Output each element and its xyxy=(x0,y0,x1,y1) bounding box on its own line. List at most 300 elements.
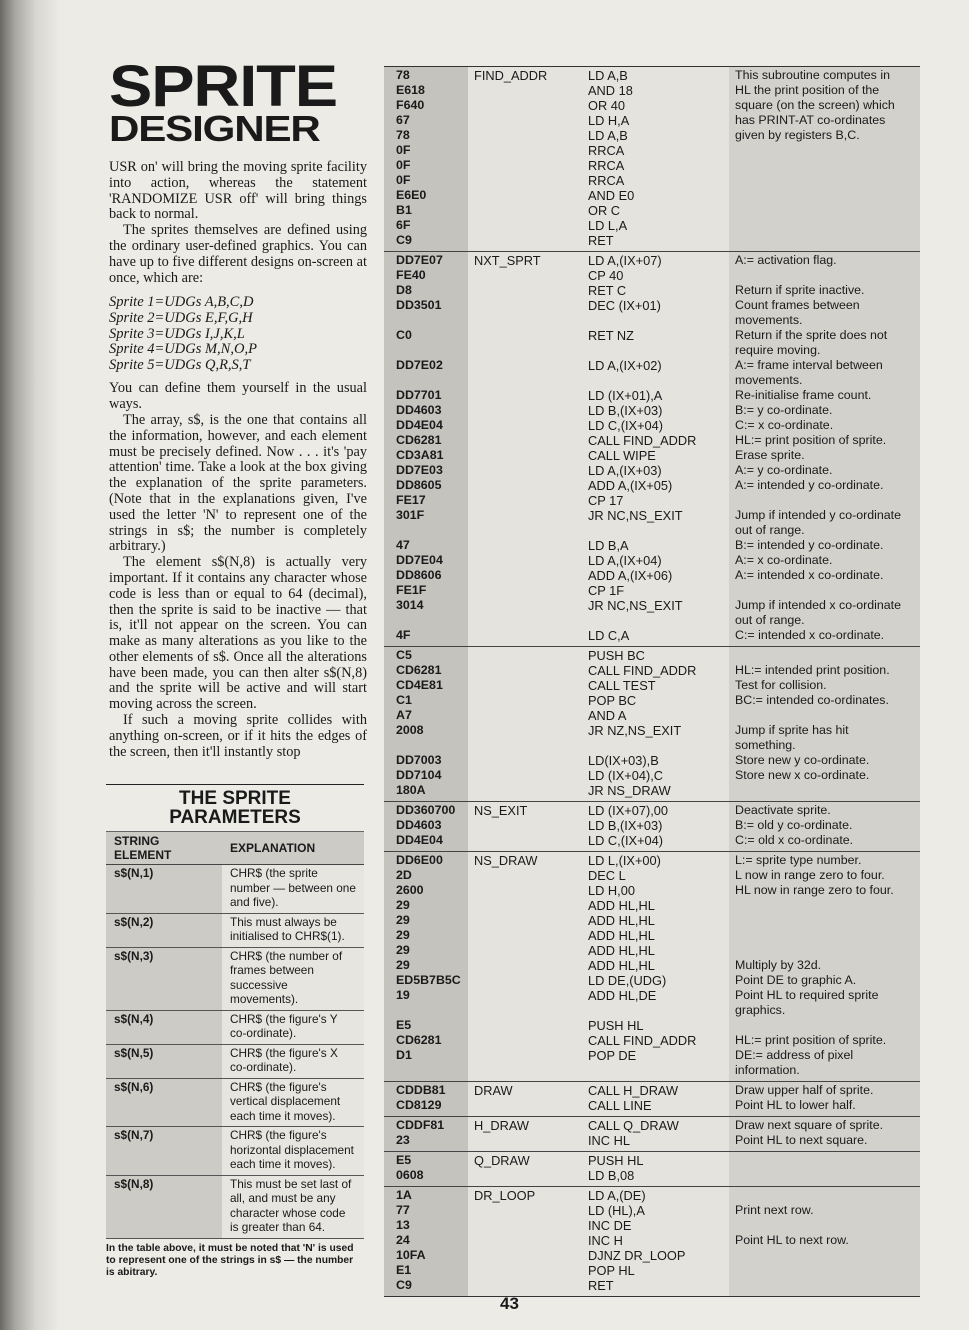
hex-code-column xyxy=(384,1187,468,1296)
instruction-column xyxy=(584,1187,729,1296)
instruction-line: AND E0 xyxy=(588,188,635,203)
comment-line: HL the print position of the xyxy=(735,83,880,97)
comment-line: movements. xyxy=(735,373,803,387)
hex-code-line: DD7E04 xyxy=(396,553,443,567)
instruction-line: POP BC xyxy=(588,693,637,708)
instruction-line: ADD HL,HL xyxy=(588,898,655,913)
instruction-line: LD C,(IX+04) xyxy=(588,418,664,433)
table-row xyxy=(106,1010,364,1044)
instruction-line: RET NZ xyxy=(588,328,634,343)
instruction-line: LD DE,(UDG) xyxy=(588,973,667,988)
string-element-cell: s$(N,2) xyxy=(106,913,222,947)
hex-code-line: 4F xyxy=(396,628,411,642)
instruction-line: CALL LINE xyxy=(588,1098,652,1113)
instruction-line xyxy=(588,1003,729,1018)
hex-code-line: DD3501 xyxy=(396,298,442,312)
instruction-line: AND A xyxy=(588,708,627,723)
instruction-line: LD H,00 xyxy=(588,883,635,898)
instruction-line: JR NC,NS_EXIT xyxy=(588,598,683,613)
string-element-cell: s$(N,5) xyxy=(106,1044,222,1078)
hex-code-column xyxy=(384,252,468,646)
instruction-line: CALL WIPE xyxy=(588,448,656,463)
hex-code-column xyxy=(384,802,468,851)
code-section xyxy=(384,1117,920,1152)
hex-code-line: F640 xyxy=(396,98,425,112)
hex-code-line: 24 xyxy=(396,1233,410,1247)
string-element-cell: s$(N,1) xyxy=(106,865,222,914)
comment-line: Point HL to required sprite xyxy=(735,988,879,1002)
comment-line xyxy=(735,268,920,283)
hex-code-line: C5 xyxy=(396,648,412,662)
instruction-line: LD L,A xyxy=(588,218,628,233)
hex-code-line: CD3A81 xyxy=(396,448,444,462)
instruction-line: DJNZ DR_LOOP xyxy=(588,1248,686,1263)
instruction-line: LD A,(DE) xyxy=(588,1188,646,1203)
instruction-line: CALL FIND_ADDR xyxy=(588,663,697,678)
comment-line: Deactivate sprite. xyxy=(735,803,831,817)
comment-line: given by registers B,C. xyxy=(735,128,860,142)
hex-code-line: 77 xyxy=(396,1203,410,1217)
comment-line: A:= intended y co-ordinate. xyxy=(735,478,884,492)
comment-line: Point HL to lower half. xyxy=(735,1098,856,1112)
comment-line: has PRINT-AT co-ordinates xyxy=(735,113,886,127)
hex-code-line: D1 xyxy=(396,1048,412,1062)
hex-code-line: 47 xyxy=(396,538,410,552)
comment-line xyxy=(735,1018,920,1033)
hex-code-line xyxy=(396,738,468,753)
instruction-line: CP 17 xyxy=(588,493,624,508)
comment-column xyxy=(729,802,920,851)
table-row xyxy=(106,1175,364,1238)
instruction-column xyxy=(584,1152,729,1186)
hex-code-line: C1 xyxy=(396,693,412,707)
comment-line xyxy=(735,493,920,508)
instruction-line: POP HL xyxy=(588,1263,635,1278)
parameters-title-line-2: PARAMETERS xyxy=(169,807,301,828)
explanation-cell: CHR$ (the figure's X co-ordinate). xyxy=(222,1044,364,1078)
instruction-line: ADD HL,DE xyxy=(588,988,657,1003)
routine-label-line: NS_EXIT xyxy=(474,803,528,818)
article-paragraph-4: The array, s$, is the one that contains all the information, however, and each element must be precisely defined. Now . . . it's 'pay attention' time. Take a look at the box giving the explanation of the sprite parameters. (Note that in the explanations given, I've used the letter 'N' to represent one of the strings in s$; the number is completely arbitrary.) xyxy=(109,411,367,555)
comment-line: A:= activation flag. xyxy=(735,253,837,267)
hex-code-line: 2600 xyxy=(396,883,424,897)
comment-line: Draw next square of sprite. xyxy=(735,1118,884,1132)
sprite-list-item: Sprite 1=UDGs A,B,C,D xyxy=(109,294,254,311)
hex-code-line: 0F xyxy=(396,158,411,172)
hex-code-line: E5 xyxy=(396,1018,412,1032)
comment-column xyxy=(729,852,920,1081)
parameters-title xyxy=(106,784,364,827)
routine-label-line: NXT_SPRT xyxy=(474,253,541,268)
hex-code-line: CDDF81 xyxy=(396,1118,445,1132)
hex-code-line: DD8606 xyxy=(396,568,442,582)
article-paragraph-2: The sprites themselves are defined using the ordinary user-defined graphics. You can have up to five different designs on-screen at once, which are: xyxy=(109,222,367,286)
instruction-line xyxy=(588,373,729,388)
hex-code-line: 78 xyxy=(396,128,410,142)
hex-code-line: 23 xyxy=(396,1133,410,1147)
parameters-title-line-1: THE SPRITE xyxy=(179,788,291,809)
sprite-list-item: Sprite 5=UDGs Q,R,S,T xyxy=(109,356,251,373)
comment-line: Store new x co-ordinate. xyxy=(735,768,870,782)
hex-code-line: FE17 xyxy=(396,493,426,507)
explanation-cell: CHR$ (the figure's vertical displacement each time it moves). xyxy=(222,1078,364,1127)
hex-code-line: 78 xyxy=(396,68,410,82)
hex-code-line: 0608 xyxy=(396,1168,424,1182)
instruction-line: RRCA xyxy=(588,173,625,188)
instruction-line: LD (IX+07),00 xyxy=(588,803,669,818)
comment-line: Draw upper half of sprite. xyxy=(735,1083,874,1097)
article-paragraph-1: USR on' will bring the moving sprite facility into action, whereas the statement 'RANDOMIZE USR off' will bring things back to normal. xyxy=(109,159,367,223)
instruction-line: LD C,(IX+04) xyxy=(588,833,664,848)
article-paragraph-3: You can define them yourself in the usual ways. xyxy=(109,380,367,413)
instruction-line: LD B,(IX+03) xyxy=(588,818,663,833)
column-header-string-element: STRING ELEMENT xyxy=(106,832,222,865)
comment-line: This subroutine computes in xyxy=(735,68,890,82)
routine-label-column xyxy=(468,252,584,646)
hex-code-line: CD4E81 xyxy=(396,678,443,692)
hex-code-line: 180A xyxy=(396,783,426,797)
hex-code-line: 1A xyxy=(396,1188,412,1202)
hex-code-line: 29 xyxy=(396,928,410,942)
explanation-cell: CHR$ (the figure's Y co-ordinate). xyxy=(222,1010,364,1044)
hex-code-line: 29 xyxy=(396,913,410,927)
hex-code-column xyxy=(384,852,468,1081)
comment-line: A:= y co-ordinate. xyxy=(735,463,833,477)
instruction-line: LD B,(IX+03) xyxy=(588,403,663,418)
routine-label-column xyxy=(468,1082,584,1116)
code-section xyxy=(384,252,920,647)
instruction-line: LD A,(IX+04) xyxy=(588,553,662,568)
hex-code-line: 0F xyxy=(396,143,411,157)
instruction-line: INC DE xyxy=(588,1218,632,1233)
hex-code-line: DD4603 xyxy=(396,403,442,417)
code-section xyxy=(384,1187,920,1296)
code-section xyxy=(384,802,920,852)
comment-line: Store new y co-ordinate. xyxy=(735,753,870,767)
comment-line: C:= x co-ordinate. xyxy=(735,418,834,432)
table-row xyxy=(106,913,364,947)
comment-column xyxy=(729,1117,920,1151)
instruction-line: LD C,A xyxy=(588,628,630,643)
title-line-2: DESIGNER xyxy=(109,108,320,149)
routine-label-column xyxy=(468,647,584,801)
routine-label-line: FIND_ADDR xyxy=(474,68,548,83)
table-row xyxy=(106,1078,364,1127)
hex-code-line: DD7003 xyxy=(396,753,442,767)
comment-line: Jump if sprite has hit xyxy=(735,723,849,737)
hex-code-line: 0F xyxy=(396,173,411,187)
article-column xyxy=(109,54,367,760)
comment-line xyxy=(735,1218,920,1233)
hex-code-line: 67 xyxy=(396,113,410,127)
instruction-line: LD (IX+04),C xyxy=(588,768,664,783)
instruction-line: CALL FIND_ADDR xyxy=(588,433,697,448)
instruction-line: LD A,B xyxy=(588,68,628,83)
sprite-list xyxy=(109,295,367,373)
comment-line: Jump if intended y co-ordinate xyxy=(735,508,901,522)
instruction-line: RET xyxy=(588,233,614,248)
instruction-line: RET xyxy=(588,1278,614,1293)
instruction-line: LD B,A xyxy=(588,538,629,553)
comment-line xyxy=(735,1153,920,1168)
instruction-line: LD A,B xyxy=(588,128,628,143)
instruction-line: PUSH HL xyxy=(588,1018,644,1033)
assembly-listing xyxy=(384,66,920,1297)
hex-code-line: B1 xyxy=(396,203,412,217)
comment-column xyxy=(729,1152,920,1186)
comment-line: movements. xyxy=(735,313,803,327)
code-section xyxy=(384,1152,920,1187)
hex-code-line: 301F xyxy=(396,508,425,522)
instruction-line: AND 18 xyxy=(588,83,633,98)
hex-code-line: D8 xyxy=(396,283,412,297)
explanation-cell: This must always be initialised to CHR$(1). xyxy=(222,913,364,947)
hex-code-line: A7 xyxy=(396,708,412,722)
hex-code-line: DD4E04 xyxy=(396,833,443,847)
instruction-line: LD (IX+01),A xyxy=(588,388,663,403)
code-section xyxy=(384,67,920,252)
instruction-line: CP 40 xyxy=(588,268,624,283)
comment-column xyxy=(729,1082,920,1116)
hex-code-line: C9 xyxy=(396,233,412,247)
comment-column xyxy=(729,1187,920,1296)
instruction-line: CALL FIND_ADDR xyxy=(588,1033,697,1048)
comment-line: HL:= print position of sprite. xyxy=(735,1033,887,1047)
instruction-line: PUSH BC xyxy=(588,648,645,663)
comment-line: Jump if intended x co-ordinate xyxy=(735,598,901,612)
comment-line: Return if the sprite does not xyxy=(735,328,888,342)
hex-code-line: CD6281 xyxy=(396,433,442,447)
parameters-note: In the table above, it must be noted that 'N' is used to represent one of the strings in s$ — the number is abitrary. xyxy=(106,1242,354,1278)
hex-code-line: DD4E04 xyxy=(396,418,443,432)
instruction-line: OR C xyxy=(588,203,620,218)
instruction-line: CALL Q_DRAW xyxy=(588,1118,679,1133)
routine-label-line xyxy=(474,648,584,663)
instruction-line: ADD A,(IX+05) xyxy=(588,478,673,493)
page-number: 43 xyxy=(500,1294,519,1313)
comment-line: BC:= intended co-ordinates. xyxy=(735,693,889,707)
hex-code-line: CD6281 xyxy=(396,1033,442,1047)
instruction-column xyxy=(584,67,729,251)
hex-code-line xyxy=(396,373,468,388)
instruction-line: LD A,(IX+02) xyxy=(588,358,662,373)
instruction-line xyxy=(588,738,729,753)
hex-code-column xyxy=(384,67,468,251)
routine-label-column xyxy=(468,802,584,851)
instruction-line: JR NC,NS_EXIT xyxy=(588,508,683,523)
hex-code-line: E1 xyxy=(396,1263,412,1277)
instruction-line: LD A,(IX+03) xyxy=(588,463,662,478)
hex-code-line xyxy=(396,1003,468,1018)
comment-line: B:= y co-ordinate. xyxy=(735,403,833,417)
instruction-line xyxy=(588,313,729,328)
hex-code-line: 2008 xyxy=(396,723,424,737)
instruction-line: ADD HL,HL xyxy=(588,943,655,958)
routine-label-line: DRAW xyxy=(474,1083,513,1098)
code-section xyxy=(384,1082,920,1117)
hex-code-column xyxy=(384,1117,468,1151)
comment-line: information. xyxy=(735,1063,800,1077)
comment-line: C:= intended x co-ordinate. xyxy=(735,628,885,642)
instruction-line xyxy=(588,343,729,358)
string-element-cell: s$(N,7) xyxy=(106,1127,222,1176)
comment-line xyxy=(735,708,920,723)
explanation-cell: CHR$ (the number of frames between successive movements). xyxy=(222,947,364,1010)
comment-line: Point HL to next square. xyxy=(735,1133,868,1147)
instruction-line: DEC L xyxy=(588,868,626,883)
instruction-line: DEC (IX+01) xyxy=(588,298,661,313)
hex-code-column xyxy=(384,1082,468,1116)
article-paragraph-6: If such a moving sprite collides with anything on-screen, or if it hits the edges of the screen, then it'll instantly stop xyxy=(109,712,367,760)
instruction-line: RET C xyxy=(588,283,627,298)
comment-line: graphics. xyxy=(735,1003,786,1017)
hex-code-line xyxy=(396,523,468,538)
hex-code-line: DD6E00 xyxy=(396,853,443,867)
comment-line: HL:= intended print position. xyxy=(735,663,890,677)
comment-line xyxy=(735,583,920,598)
string-element-cell: s$(N,4) xyxy=(106,1010,222,1044)
instruction-line xyxy=(588,523,729,538)
hex-code-line: ED5B7B5C xyxy=(396,973,461,987)
routine-label-line: DR_LOOP xyxy=(474,1188,536,1203)
comment-line xyxy=(735,898,920,913)
instruction-line: INC HL xyxy=(588,1133,630,1148)
comment-column xyxy=(729,67,920,251)
hex-code-line: 2D xyxy=(396,868,412,882)
hex-code-line: DD7E07 xyxy=(396,253,443,267)
comment-line: Point DE to graphic A. xyxy=(735,973,857,987)
comment-line xyxy=(735,648,920,663)
comment-line: Return if sprite inactive. xyxy=(735,283,865,297)
comment-line: B:= old y co-ordinate. xyxy=(735,818,853,832)
hex-code-line: CDDB81 xyxy=(396,1083,446,1097)
parameters-table xyxy=(106,831,364,1239)
hex-code-line: 29 xyxy=(396,943,410,957)
instruction-line: LD(IX+03),B xyxy=(588,753,659,768)
instruction-line: ADD HL,HL xyxy=(588,928,655,943)
article-paragraph-5: The element s$(N,8) is actually very important. If it contains any character whose code is less than or equal to 64 (decimal), then the sprite is said to be inactive — that is, it'll not appear on the screen. You can make as many alterations as you like to the other elements of s$. Once all the alterations have been made, you can then alter s$(N,8) and the sprite will be active and will start moving across the screen. xyxy=(109,554,367,713)
comment-line: B:= intended y co-ordinate. xyxy=(735,538,884,552)
sprite-list-item: Sprite 4=UDGs M,N,O,P xyxy=(109,341,257,358)
instruction-line: INC H xyxy=(588,1233,623,1248)
comment-line: Count frames between xyxy=(735,298,860,312)
instruction-line: LD H,A xyxy=(588,113,630,128)
comment-line: Multiply by 32d. xyxy=(735,958,822,972)
instruction-line: PUSH HL xyxy=(588,1153,644,1168)
comment-line: out of range. xyxy=(735,613,805,627)
instruction-column xyxy=(584,252,729,646)
hex-code-line: 19 xyxy=(396,988,410,1002)
instruction-line: CP 1F xyxy=(588,583,625,598)
instruction-column xyxy=(584,852,729,1081)
comment-line: A:= frame interval between xyxy=(735,358,883,372)
sprite-list-item: Sprite 2=UDGs E,F,G,H xyxy=(109,309,253,326)
instruction-column xyxy=(584,1117,729,1151)
hex-code-line: FE1F xyxy=(396,583,427,597)
routine-label-line: H_DRAW xyxy=(474,1118,529,1133)
instruction-line: RRCA xyxy=(588,158,625,173)
comment-line: A:= x co-ordinate. xyxy=(735,553,833,567)
comment-line: C:= old x co-ordinate. xyxy=(735,833,854,847)
instruction-line: JR NZ,NS_EXIT xyxy=(588,723,682,738)
hex-code-line: 3014 xyxy=(396,598,424,612)
routine-label-column xyxy=(468,1117,584,1151)
hex-code-column xyxy=(384,647,468,801)
hex-code-line: 29 xyxy=(396,958,410,972)
table-row xyxy=(106,1127,364,1176)
instruction-column xyxy=(584,647,729,801)
title-line-1: SPRITE xyxy=(109,54,337,119)
comment-line: out of range. xyxy=(735,523,805,537)
routine-label-column xyxy=(468,1152,584,1186)
routine-label-line: NS_DRAW xyxy=(474,853,538,868)
instruction-line: CALL H_DRAW xyxy=(588,1083,679,1098)
instruction-line: ADD A,(IX+06) xyxy=(588,568,673,583)
comment-line xyxy=(735,913,920,928)
comment-line: Test for collision. xyxy=(735,678,827,692)
routine-label-column xyxy=(468,1187,584,1296)
hex-code-line: DD7701 xyxy=(396,388,442,402)
string-element-cell: s$(N,8) xyxy=(106,1175,222,1238)
explanation-cell: CHR$ (the figure's horizontal displacement each time it moves). xyxy=(222,1127,364,1176)
comment-line xyxy=(735,943,920,958)
code-section xyxy=(384,647,920,802)
instruction-line: POP DE xyxy=(588,1048,637,1063)
comment-line: L now in range zero to four. xyxy=(735,868,885,882)
hex-code-line: 13 xyxy=(396,1218,410,1232)
sprite-parameters-box xyxy=(106,784,364,1279)
instruction-line: ADD HL,HL xyxy=(588,913,655,928)
table-row xyxy=(106,1044,364,1078)
hex-code-line: CD8129 xyxy=(396,1098,442,1112)
comment-line: L:= sprite type number. xyxy=(735,853,862,867)
hex-code-line: DD360700 xyxy=(396,803,456,817)
instruction-line: LD (HL),A xyxy=(588,1203,645,1218)
instruction-line: CALL TEST xyxy=(588,678,656,693)
instruction-line: RRCA xyxy=(588,143,625,158)
hex-code-line: DD7E02 xyxy=(396,358,443,372)
comment-line: DE:= address of pixel xyxy=(735,1048,854,1062)
hex-code-line: E6E0 xyxy=(396,188,427,202)
page-gutter-shadow xyxy=(0,0,60,1330)
comment-line: something. xyxy=(735,738,796,752)
instruction-line: LD L,(IX+00) xyxy=(588,853,661,868)
instruction-line: JR NS_DRAW xyxy=(588,783,671,798)
hex-code-line xyxy=(396,313,468,328)
instruction-line xyxy=(588,613,729,628)
routine-label-column xyxy=(468,852,584,1081)
hex-code-line: CD6281 xyxy=(396,663,442,677)
hex-code-line: C9 xyxy=(396,1278,412,1292)
sprite-list-item: Sprite 3=UDGs I,J,K,L xyxy=(109,325,245,342)
hex-code-column xyxy=(384,1152,468,1186)
comment-line: A:= intended x co-ordinate. xyxy=(735,568,884,582)
comment-line: HL now in range zero to four. xyxy=(735,883,894,897)
hex-code-line: E618 xyxy=(396,83,425,97)
instruction-line: LD B,08 xyxy=(588,1168,635,1183)
comment-line: Erase sprite. xyxy=(735,448,805,462)
explanation-cell: CHR$ (the sprite number — between one and five). xyxy=(222,865,364,914)
instruction-line: OR 40 xyxy=(588,98,625,113)
hex-code-line xyxy=(396,343,468,358)
comment-line: square (on the screen) which xyxy=(735,98,895,112)
hex-code-line: DD7E03 xyxy=(396,463,443,477)
table-row xyxy=(106,947,364,1010)
comment-line: Re-initialise frame count. xyxy=(735,388,872,402)
hex-code-line: 29 xyxy=(396,898,410,912)
instruction-column xyxy=(584,1082,729,1116)
string-element-cell: s$(N,3) xyxy=(106,947,222,1010)
